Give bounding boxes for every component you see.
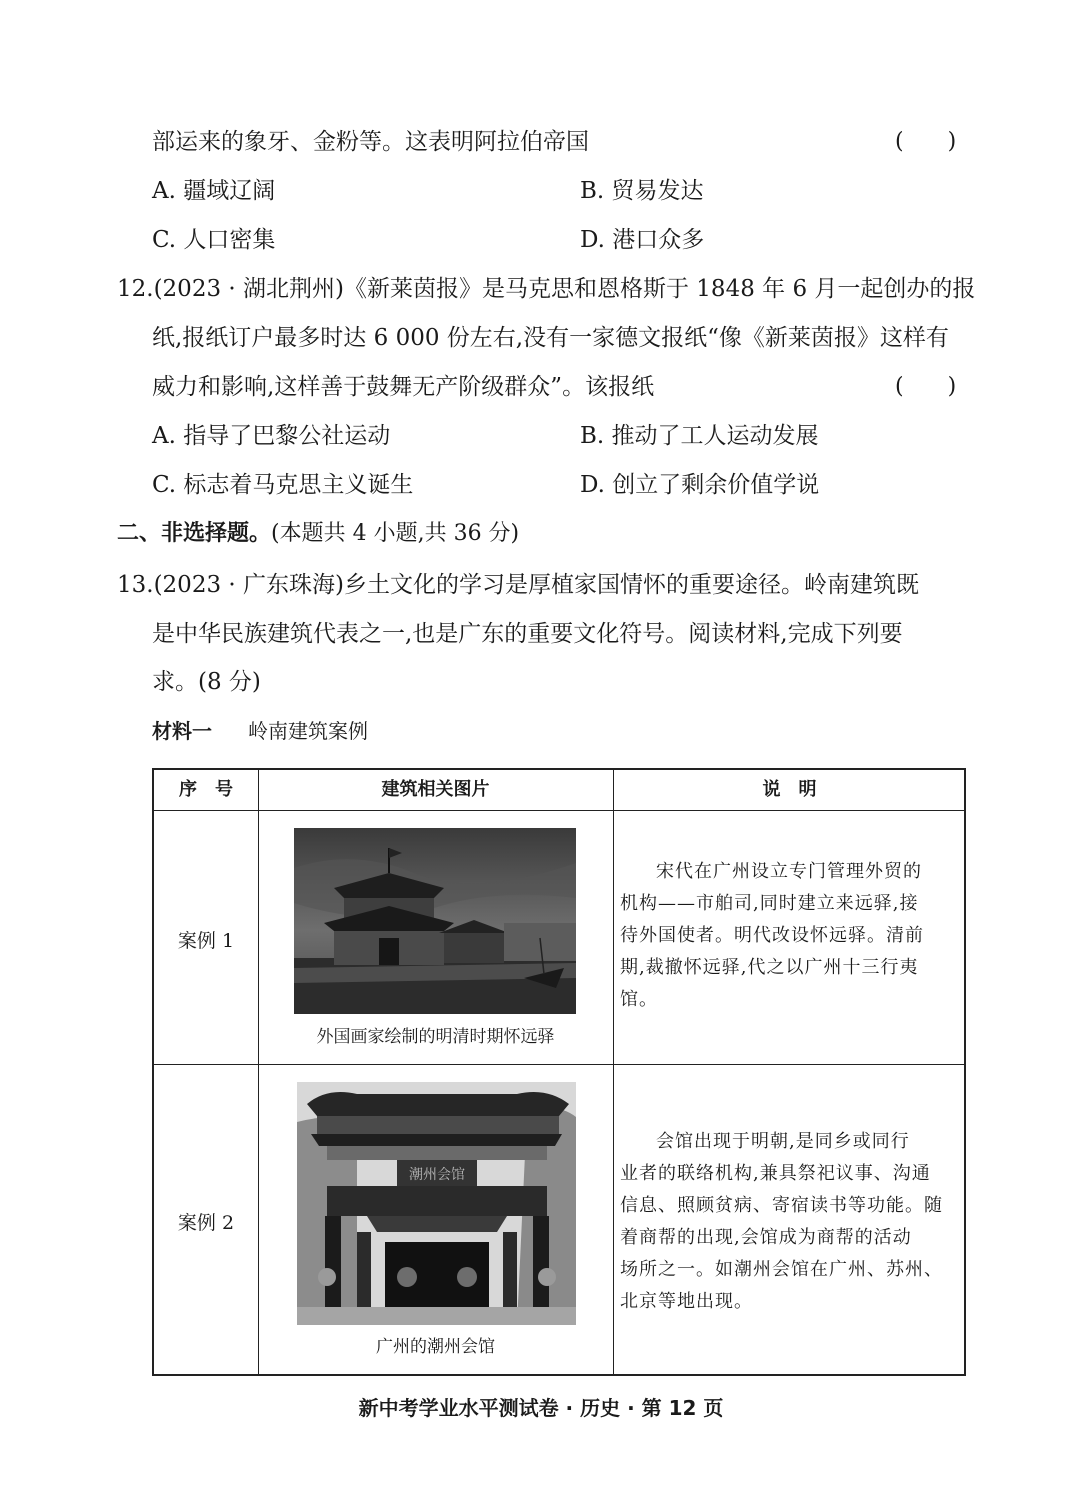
section-note: (本题共 4 小题,共 36 分) bbox=[271, 521, 520, 546]
q12-line-2: 纸,报纸订户最多时达 6 000 份左右,没有一家德文报纸“像《新莱茵报》这样有 bbox=[152, 325, 949, 351]
section-heading bbox=[117, 519, 519, 549]
case-1-desc-line: 机构——市舶司,同时建立来远驿,接 bbox=[620, 893, 919, 914]
q13-line-2: 是中华民族建筑代表之一,也是广东的重要文化符号。阅读材料,完成下列要 bbox=[152, 621, 903, 647]
case-2-description bbox=[620, 1126, 960, 1318]
q11-answer-paren: ( ) bbox=[895, 129, 957, 154]
q11-option-a: A. 疆域辽阔 bbox=[152, 178, 276, 204]
q12-option-d: D. 创立了剩余价值学说 bbox=[580, 472, 820, 498]
q12-option-b: B. 推动了工人运动发展 bbox=[580, 423, 819, 449]
case-2-desc-line: 场所之一。如潮州会馆在广州、苏州、 bbox=[620, 1259, 943, 1280]
table-divider bbox=[613, 770, 614, 1374]
q13-line-3: 求。(8 分) bbox=[152, 669, 261, 695]
case-1-desc-line: 待外国使者。明代改设怀远驿。清前 bbox=[620, 925, 924, 946]
case-1-description bbox=[620, 856, 960, 1016]
page-footer: 新中考学业水平测试卷 · 历史 · 第 12 页 bbox=[358, 1396, 724, 1420]
section-title: 二、非选择题。 bbox=[117, 521, 272, 546]
table-divider bbox=[154, 810, 964, 811]
guildhall-sign-text: 潮州会馆 bbox=[409, 1167, 465, 1183]
case-2-desc-line: 业者的联络机构,兼具祭祀议事、沟通 bbox=[620, 1163, 931, 1184]
case-2-desc-line: 信息、照顾贫病、寄宿读书等功能。随 bbox=[620, 1195, 943, 1216]
q11-option-c: C. 人口密集 bbox=[152, 227, 276, 253]
header-description: 说 明 bbox=[762, 779, 817, 800]
material-label: 材料一 bbox=[152, 719, 212, 743]
case-2-desc-line: 着商帮的出现,会馆成为商帮的活动 bbox=[620, 1227, 912, 1248]
chaozhou-guildhall-photo bbox=[297, 1082, 576, 1325]
case-1-desc-line: 期,裁撤怀远驿,代之以广州十三行夷 bbox=[620, 957, 919, 978]
q12-line-1: 12.(2023 · 湖北荆州)《新莱茵报》是马克思和恩格斯于 1848 年 6 月一起创办的报 bbox=[117, 276, 976, 302]
q12-line-3: 威力和影响,这样善于鼓舞无产阶级群众”。该报纸 bbox=[152, 374, 655, 400]
case-table bbox=[152, 768, 966, 1376]
case-2-label: 案例 2 bbox=[177, 1212, 235, 1234]
case-1-desc-line: 馆。 bbox=[620, 989, 658, 1010]
case-2-desc-line: 北京等地出现。 bbox=[620, 1291, 753, 1312]
q11-option-b: B. 贸易发达 bbox=[580, 178, 704, 204]
case-2-desc-line: 会馆出现于明朝,是同乡或同行 bbox=[656, 1131, 910, 1152]
case-1-label: 案例 1 bbox=[177, 930, 235, 952]
case-1-desc-line: 宋代在广州设立专门管理外贸的 bbox=[656, 861, 922, 882]
q12-option-c: C. 标志着马克思主义诞生 bbox=[152, 472, 414, 498]
header-picture: 建筑相关图片 bbox=[381, 779, 490, 800]
case-2-caption: 广州的潮州会馆 bbox=[376, 1337, 495, 1357]
q11-stem-tail: 部运来的象牙、金粉等。这表明阿拉伯帝国 bbox=[152, 129, 589, 155]
table-divider bbox=[258, 770, 259, 1374]
q11-option-d: D. 港口众多 bbox=[580, 227, 705, 253]
material-heading bbox=[152, 717, 368, 745]
q13-line-1: 13.(2023 · 广东珠海)乡土文化的学习是厚植家国情怀的重要途径。岭南建筑既 bbox=[117, 572, 919, 598]
q12-option-a: A. 指导了巴黎公社运动 bbox=[152, 423, 391, 449]
huaiyuan-inn-painting bbox=[294, 828, 576, 1014]
q12-answer-paren: ( ) bbox=[895, 374, 957, 399]
case-1-caption: 外国画家绘制的明清时期怀远驿 bbox=[316, 1027, 555, 1047]
table-divider bbox=[154, 1064, 964, 1065]
material-title: 岭南建筑案例 bbox=[248, 719, 368, 743]
header-index: 序 号 bbox=[179, 779, 233, 800]
